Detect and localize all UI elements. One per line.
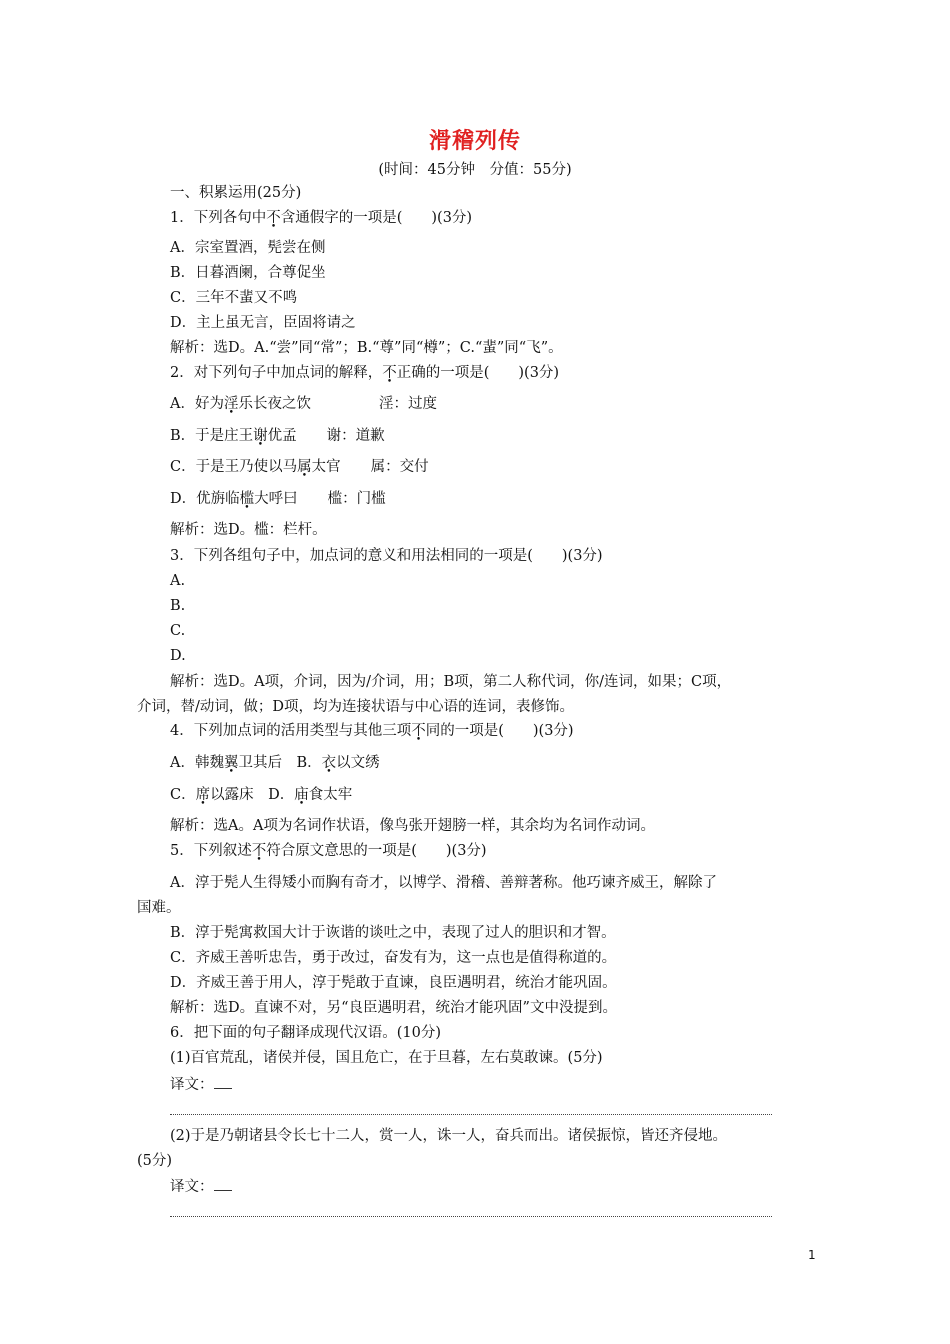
emphasis-dot-char: 不 [411, 723, 426, 739]
emphasis-dot-char: 不 [266, 210, 281, 226]
q6-sentence-1: (1)百官荒乱，诸侯并侵，国且危亡，在于旦暮，左右莫敢谏。(5分) [170, 1050, 603, 1066]
emphasis-dot-char: 庙 [294, 787, 309, 803]
page-number: 1 [808, 1248, 816, 1262]
emphasis-dot-char: 不 [251, 843, 267, 859]
q3-option-a: A. [170, 573, 186, 589]
q4-options-ab: A．韩魏翼卫其后 B．衣以文绣 [170, 755, 380, 771]
question-5-stem: 5．下列叙述不符合原文意思的一项是( )(3分) [170, 843, 487, 859]
emphasis-dot-char: 槛 [239, 491, 255, 507]
q2-option-b: B．于是庄王谢优孟 谢：道歉 [170, 428, 385, 444]
q6-translation-label-2: 译文： [170, 1177, 232, 1197]
question-4-stem: 4．下列加点词的活用类型与其他三项不同的一项是( )(3分) [170, 723, 574, 739]
q3-answer-line-1: 解析：选D。A项，介词，因为/介词，用；B项，第二人称代词，你/连词，如果；C项， [170, 674, 732, 690]
page-title: 滑稽列传 [428, 129, 521, 154]
question-3-stem: 3．下列各组句子中，加点词的意义和用法相同的一项是( )(3分) [170, 548, 603, 564]
q4-options-cd: C．席以露床 D．庙食太牢 [170, 787, 353, 803]
q3-option-b: B. [170, 598, 186, 614]
q1-option-a: A．宗室置酒，髡尝在侧 [170, 240, 326, 256]
q1-option-b: B．日暮酒阑，合尊促坐 [170, 265, 326, 281]
answer-blank[interactable] [214, 1075, 232, 1089]
answer-dotted-line [170, 1216, 772, 1217]
q5-option-b: B．淳于髡寓救国大计于诙谐的谈吐之中，表现了过人的胆识和才智。 [170, 925, 616, 941]
emphasis-dot-char: 翼 [223, 755, 239, 771]
q2-option-a: A．好为淫乐长夜之饮 淫：过度 [170, 396, 437, 412]
section-heading: 一、积累运用(25分) [170, 185, 302, 201]
q3-option-c: C. [170, 623, 186, 639]
emphasis-dot-char: 淫 [223, 396, 239, 412]
q2-option-d: D．优旃临槛大呼曰 槛：门槛 [170, 491, 386, 507]
question-2-stem: 2．对下列句子中加点词的解释，不正确的一项是( )(3分) [170, 365, 560, 381]
q5-option-d: D．齐威王善于用人，淳于髡敢于直谏，良臣遇明君，统治才能巩固。 [170, 975, 617, 991]
q1-answer: 解析：选D。A.“尝”同“常”；B.“尊”同“樽”；C.“蜚”同“飞”。 [170, 340, 563, 356]
q1-option-d: D．主上虽无言，臣固将请之 [170, 315, 356, 331]
answer-blank[interactable] [214, 1177, 232, 1191]
q5-answer: 解析：选D。直谏不对，另“良臣遇明君，统治才能巩固”文中没提到。 [170, 1000, 617, 1016]
time-score-info: (时间：45分钟 分值：55分) [378, 162, 572, 178]
q5-option-a-line-1: A．淳于髡人生得矮小而胸有奇才，以博学、滑稽、善辩著称。他巧谏齐威王，解除了 [170, 875, 717, 891]
q3-answer-line-2: 介词，替/动词，做；D项，均为连接状语与中心语的连词，表修饰。 [137, 699, 575, 715]
q4-answer: 解析：选A。A项为名词作状语，像鸟张开翅膀一样，其余均为名词作动词。 [170, 818, 655, 834]
q5-option-a-line-2: 国难。 [137, 900, 181, 916]
q5-option-c: C．齐威王善听忠告，勇于改过，奋发有为，这一点也是值得称道的。 [170, 950, 617, 966]
q6-sentence-2-line-2: (5分) [137, 1153, 173, 1169]
q1-option-c: C．三年不蜚又不鸣 [170, 290, 298, 306]
question-6-stem: 6．把下面的句子翻译成现代汉语。(10分) [170, 1025, 441, 1041]
q6-sentence-2-line-1: (2)于是乃朝诸县令长七十二人，赏一人，诛一人，奋兵而出。诸侯振惊，皆还齐侵地。 [170, 1128, 728, 1144]
question-1-stem: 1．下列各句中不含通假字的一项是( )(3分) [170, 210, 473, 226]
emphasis-dot-char: 衣 [321, 755, 337, 771]
emphasis-dot-char: 席 [195, 787, 211, 803]
q3-option-d: D. [170, 648, 186, 664]
emphasis-dot-char: 不 [382, 365, 397, 381]
emphasis-dot-char: 谢 [253, 428, 268, 444]
answer-dotted-line [170, 1114, 772, 1115]
q2-answer: 解析：选D。槛：栏杆。 [170, 522, 327, 538]
emphasis-dot-char: 属 [297, 459, 312, 475]
q2-option-c: C．于是王乃使以马属太官 属：交付 [170, 459, 429, 475]
q6-translation-label-1: 译文： [170, 1075, 232, 1095]
